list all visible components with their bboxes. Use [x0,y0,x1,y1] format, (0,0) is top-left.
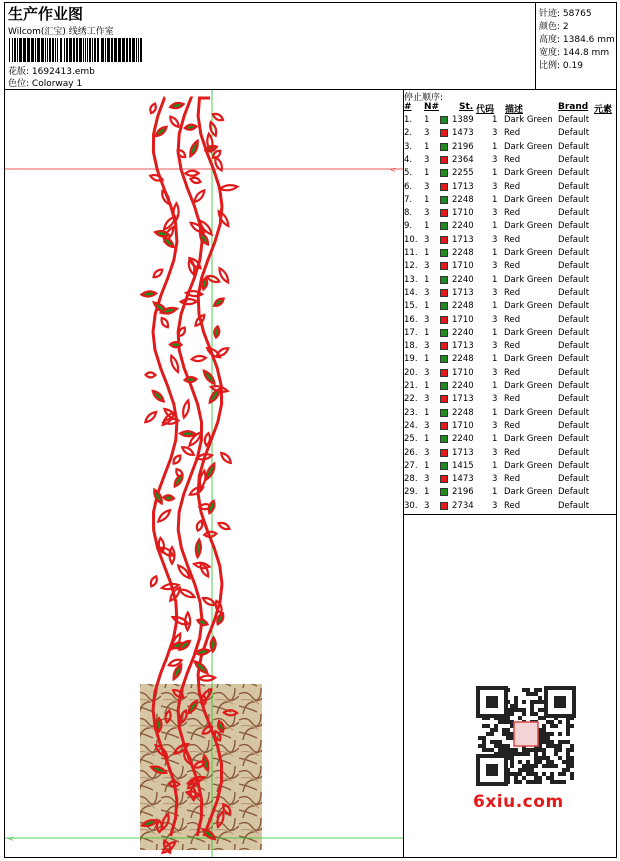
row-brand: Default [558,354,590,365]
table-row [404,381,617,394]
row-code: 3 [492,154,498,165]
row-code: 3 [492,234,498,245]
row-index: 24. [404,420,418,431]
row-code: 1 [492,327,498,338]
row-brand: Default [558,287,590,298]
row-needle: 3 [424,474,430,485]
stat-value: 1384.6 mm [562,35,615,45]
design-label: 花版: [8,67,30,77]
row-index: 12. [404,261,418,272]
color-swatch [440,502,448,510]
row-brand: Default [558,381,590,391]
row-needle: 3 [424,341,430,352]
row-stitches: 1473 [452,474,474,485]
row-stitches: 1710 [452,261,474,272]
color-swatch [440,276,448,284]
embroidery-preview-icon [5,90,403,857]
row-code: 3 [492,447,498,458]
row-desc: Dark Green [504,221,553,232]
row-desc: Red [504,128,521,139]
row-stitches: 2240 [452,381,474,391]
table-row [404,315,617,328]
row-code: 3 [492,420,498,431]
table-row [404,328,617,341]
color-swatch [440,462,448,470]
row-needle: 3 [424,181,430,192]
row-brand: Default [558,168,590,179]
row-desc: Dark Green [504,301,553,312]
stat-label: 高度: [539,35,561,45]
row-stitches: 1473 [452,128,474,139]
qr-code-icon [470,680,582,792]
row-stitches: 2240 [452,274,474,285]
color-swatch [440,329,448,337]
row-code: 1 [492,381,498,391]
row-stitches: 1415 [452,460,474,471]
row-brand: Default [558,500,590,511]
stat-label: 颜色: [539,22,561,32]
stat-label: 针迹: [539,9,561,19]
row-brand: Default [558,274,590,285]
table-row [404,487,617,500]
col-header-no: N# [424,102,440,112]
color-swatch [440,156,448,164]
row-desc: Dark Green [504,141,553,152]
color-swatch [440,116,448,124]
row-code: 3 [492,474,498,485]
row-code: 3 [492,208,498,219]
row-index: 7. [404,194,413,205]
row-code: 1 [492,487,498,498]
row-desc: Dark Green [504,354,553,365]
table-row [404,474,617,487]
row-desc: Red [504,447,521,458]
row-stitches: 1710 [452,208,474,219]
table-row [404,275,617,288]
row-desc: Dark Green [504,168,553,179]
row-desc: Red [504,287,521,298]
color-swatch [440,488,448,496]
row-brand: Default [558,208,590,219]
row-desc: Dark Green [504,434,553,445]
row-stitches: 1713 [452,234,474,245]
row-desc: Red [504,500,521,511]
row-code: 1 [492,168,498,179]
row-stitches: 2248 [452,407,474,418]
row-stitches: 2240 [452,221,474,232]
table-row [404,208,617,221]
row-stitches: 2196 [452,487,474,498]
row-code: 1 [492,274,498,285]
row-desc: Red [504,181,521,192]
col-header-desc: 描述 [505,105,524,115]
row-needle: 1 [424,248,430,258]
row-stitches: 1710 [452,420,474,431]
stat-value: 58765 [562,9,592,19]
color-swatch [440,236,448,244]
stat-scale [539,58,583,71]
row-index: 2. [404,128,413,139]
row-stitches: 1389 [452,115,474,125]
row-brand: Default [558,141,590,152]
row-brand: Default [558,327,590,338]
row-index: 27. [404,460,418,471]
row-stitches: 2255 [452,168,474,179]
table-row [404,288,617,301]
row-desc: Red [504,420,521,431]
color-swatch [440,302,448,310]
svg-text:<: < [8,835,14,843]
table-row [404,394,617,407]
col-header-element: 元素 [594,105,613,115]
stat-colors [539,19,569,32]
row-brand: Default [558,301,590,312]
row-index: 6. [404,181,413,192]
row-code: 3 [492,261,498,272]
row-brand: Default [558,367,590,378]
row-stitches: 2196 [452,141,474,152]
row-needle: 1 [424,460,430,471]
row-index: 10. [404,234,418,245]
row-code: 3 [492,181,498,192]
table-row [404,195,617,208]
row-code: 3 [492,128,498,139]
color-swatch [440,183,448,191]
row-code: 1 [492,194,498,205]
brand-watermark: 6xiu.com [473,792,564,812]
row-brand: Default [558,474,590,485]
stat-value: 0.19 [562,61,583,71]
divider [403,514,617,515]
row-needle: 1 [424,168,430,179]
row-index: 14. [404,287,418,298]
row-needle: 1 [424,301,430,312]
col-header-brand: Brand [558,102,589,112]
stat-label: 宽度: [539,48,561,58]
row-needle: 3 [424,154,430,165]
colorway [8,76,82,89]
design-value: 1692413.emb [31,67,95,77]
row-code: 3 [492,287,498,298]
row-code: 1 [492,221,498,232]
table-row [404,235,617,248]
row-code: 1 [492,141,498,152]
row-index: 18. [404,341,418,352]
col-header-stitches: St. [459,102,474,112]
row-code: 3 [492,394,498,405]
row-brand: Default [558,115,590,125]
row-index: 25. [404,434,418,445]
color-swatch [440,355,448,363]
row-needle: 1 [424,434,430,445]
stat-height [539,32,615,45]
row-desc: Dark Green [504,381,553,391]
row-brand: Default [558,407,590,418]
color-swatch [440,169,448,177]
row-stitches: 2248 [452,194,474,205]
table-row [404,501,617,514]
colorway-value: Colorway 1 [31,79,83,89]
color-swatch [440,262,448,270]
row-stitches: 1713 [452,181,474,192]
row-needle: 1 [424,407,430,418]
row-desc: Dark Green [504,407,553,418]
row-needle: 3 [424,128,430,139]
table-row [404,434,617,447]
table-row [404,155,617,168]
row-brand: Default [558,314,590,325]
col-header-index: # [404,102,412,112]
stat-stitches [539,6,592,19]
row-needle: 3 [424,367,430,378]
table-row [404,261,617,274]
row-needle: 1 [424,327,430,338]
row-desc: Dark Green [504,327,553,338]
color-swatch [440,222,448,230]
stat-width [539,45,609,58]
row-stitches: 1710 [452,367,474,378]
row-stitches: 2734 [452,500,474,511]
row-desc: Red [504,367,521,378]
row-stitches: 1713 [452,287,474,298]
table-row [404,142,617,155]
table-row [404,448,617,461]
row-code: 3 [492,500,498,511]
row-needle: 3 [424,287,430,298]
row-needle: 1 [424,381,430,391]
row-index: 22. [404,394,418,405]
row-needle: 3 [424,261,430,272]
table-row [404,115,617,128]
row-code: 3 [492,367,498,378]
row-brand: Default [558,447,590,458]
row-stitches: 2248 [452,354,474,365]
color-swatch [440,475,448,483]
row-brand: Default [558,394,590,405]
row-brand: Default [558,154,590,165]
row-code: 1 [492,407,498,418]
row-index: 5. [404,168,413,179]
row-desc: Red [504,474,521,485]
table-row [404,301,617,314]
row-index: 17. [404,327,418,338]
stop-sequence-title: 停止顺序: [404,93,444,103]
row-index: 29. [404,487,418,498]
row-needle: 3 [424,447,430,458]
table-row [404,354,617,367]
row-stitches: 2248 [452,301,474,312]
color-swatch [440,395,448,403]
row-index: 13. [404,274,418,285]
row-needle: 3 [424,234,430,245]
row-brand: Default [558,261,590,272]
row-brand: Default [558,234,590,245]
color-swatch [440,249,448,257]
row-brand: Default [558,434,590,445]
table-row [404,168,617,181]
row-stitches: 1713 [452,447,474,458]
row-needle: 1 [424,194,430,205]
row-needle: 1 [424,221,430,232]
row-stitches: 1713 [452,341,474,352]
page-title: 生产作业图 [8,5,84,23]
table-row [404,368,617,381]
row-needle: 3 [424,394,430,405]
row-code: 1 [492,434,498,445]
row-needle: 1 [424,487,430,498]
row-stitches: 1713 [452,394,474,405]
colorway-label: 色位: [8,79,30,89]
color-swatch [440,409,448,417]
row-code: 3 [492,341,498,352]
row-needle: 3 [424,420,430,431]
row-brand: Default [558,460,590,471]
col-header-code: 代码 [476,105,495,115]
row-desc: Red [504,341,521,352]
row-desc: Dark Green [504,487,553,498]
color-swatch [440,196,448,204]
stop-sequence-table [404,90,617,514]
row-desc: Dark Green [504,274,553,285]
header-info [5,3,535,89]
row-code: 1 [492,460,498,471]
row-code: 1 [492,354,498,365]
studio-name: Wilcom(汇宝) 线绣工作室 [8,27,114,37]
row-needle: 1 [424,354,430,365]
row-index: 28. [404,474,418,485]
table-row [404,461,617,474]
row-needle: 3 [424,208,430,219]
row-brand: Default [558,341,590,352]
row-desc: Red [504,314,521,325]
row-index: 21. [404,381,418,391]
row-code: 1 [492,301,498,312]
table-row [404,341,617,354]
stat-value: 2 [562,22,569,32]
svg-text:<: < [390,166,396,174]
row-needle: 1 [424,274,430,285]
stat-value: 144.8 mm [562,48,610,58]
row-stitches: 1710 [452,314,474,325]
design-preview [5,90,403,857]
color-swatch [440,143,448,151]
row-brand: Default [558,128,590,139]
table-row [404,408,617,421]
row-desc: Dark Green [504,460,553,471]
row-needle: 3 [424,314,430,325]
row-code: 3 [492,314,498,325]
row-index: 20. [404,367,418,378]
stat-label: 比例: [539,61,561,71]
row-stitches: 2248 [452,248,474,258]
barcode-icon [9,38,145,62]
row-index: 30. [404,500,418,511]
color-swatch [440,209,448,217]
color-swatch [440,382,448,390]
row-desc: Red [504,234,521,245]
row-desc: Red [504,208,521,219]
row-needle: 1 [424,141,430,152]
row-stitches: 2240 [452,434,474,445]
color-swatch [440,342,448,350]
row-index: 19. [404,354,418,365]
table-row [404,128,617,141]
row-brand: Default [558,221,590,232]
row-stitches: 2240 [452,327,474,338]
row-index: 11. [404,248,418,258]
stats-panel [535,3,617,89]
row-index: 9. [404,221,413,232]
row-stitches: 2364 [452,154,474,165]
row-desc: Red [504,154,521,165]
row-brand: Default [558,194,590,205]
color-swatch [440,449,448,457]
row-index: 3. [404,141,413,152]
row-brand: Default [558,420,590,431]
row-index: 15. [404,301,418,312]
row-index: 1. [404,115,413,125]
color-swatch [440,129,448,137]
row-brand: Default [558,181,590,192]
row-needle: 3 [424,500,430,511]
color-swatch [440,422,448,430]
row-desc: Dark Green [504,248,553,258]
row-desc: Red [504,394,521,405]
color-swatch [440,435,448,443]
color-swatch [440,316,448,324]
table-row [404,421,617,434]
table-row [404,248,617,261]
table-row [404,221,617,234]
row-desc: Dark Green [504,115,553,125]
row-needle: 1 [424,115,430,125]
row-index: 8. [404,208,413,219]
row-code: 1 [492,248,498,258]
row-index: 4. [404,154,413,165]
row-index: 23. [404,407,418,418]
row-code: 1 [492,115,498,125]
row-desc: Red [504,261,521,272]
row-desc: Dark Green [504,194,553,205]
table-row [404,182,617,195]
row-index: 16. [404,314,418,325]
row-index: 26. [404,447,418,458]
color-swatch [440,289,448,297]
row-brand: Default [558,248,590,258]
row-brand: Default [558,487,590,498]
color-swatch [440,369,448,377]
